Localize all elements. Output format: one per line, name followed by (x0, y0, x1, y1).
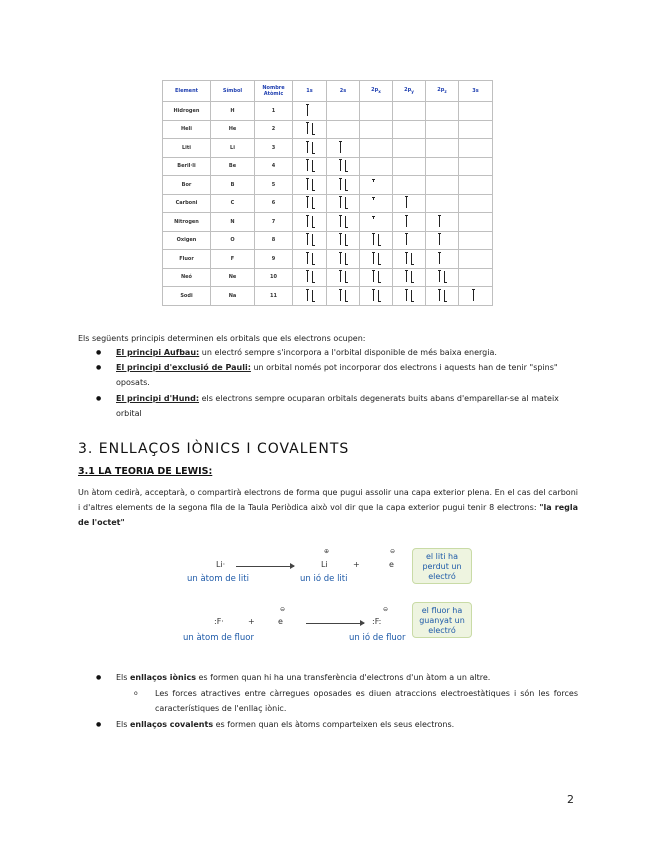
orbital-cell (426, 268, 459, 287)
orbital-cell (293, 176, 327, 195)
negative-charge: ⊖ (383, 606, 389, 613)
cell-symbol: O (211, 231, 255, 250)
spin-up-arrow-icon (340, 142, 341, 153)
spin-down-arrow-icon (345, 253, 346, 264)
octet-rule: "la regla de l'octet" (78, 503, 578, 527)
table-row (163, 102, 493, 121)
spin-down-arrow-icon (411, 271, 412, 282)
electron-arrows-icon (435, 269, 449, 283)
arrow (236, 566, 294, 567)
orbital-cell (327, 120, 360, 139)
spin-up-arrow-icon (340, 216, 341, 227)
orbital-cell (293, 157, 327, 176)
cell-element: Liti (163, 139, 211, 158)
caption-lithium-ion: un ió de liti (300, 574, 348, 584)
covalent-bond-term: enllaços covalents (130, 720, 214, 729)
orbital-cell (327, 287, 360, 306)
list-item: o Les forces atractives entre càrregues oposades es diuen atraccions electroestàtiques i són les forces característiques de l'enllaç iònic. (131, 686, 578, 716)
orbital-cell (393, 250, 426, 269)
plus-sign: + (248, 617, 255, 626)
spin-up-arrow-icon (373, 271, 374, 282)
spin-up-arrow-icon (307, 160, 308, 171)
bonds-list (78, 670, 578, 685)
spin-down-arrow-icon (378, 271, 379, 282)
electron-arrows-icon (469, 288, 483, 302)
negative-charge: ⊖ (280, 606, 286, 613)
electron-arrows-icon (303, 158, 317, 172)
orbital-cell (360, 250, 393, 269)
spin-down-arrow-icon (312, 160, 313, 171)
fluoride-ion: :F: (372, 617, 382, 626)
cell-atomic-number: 9 (255, 250, 293, 269)
spin-up-arrow-icon (340, 253, 341, 264)
spin-down-arrow-icon (411, 253, 412, 264)
spin-down-arrow-icon (378, 253, 379, 264)
ionic-sub-list (131, 686, 578, 716)
electron-arrows-icon (369, 269, 383, 283)
spin-down-arrow-icon (312, 216, 313, 227)
orbital-cell (459, 213, 493, 232)
electron: e (278, 617, 283, 626)
header-2py: $2p_y$ (393, 81, 426, 102)
table-row (163, 287, 493, 306)
caption-lithium-atom: un àtom de liti (187, 574, 249, 584)
electron-arrows-icon (303, 232, 317, 246)
cell-symbol: N (211, 213, 255, 232)
spin-down-arrow-icon (345, 160, 346, 171)
electron-arrows-icon (303, 251, 317, 265)
orbital-cell (393, 287, 426, 306)
table-row (163, 194, 493, 213)
header-symbol: Símbol (211, 81, 255, 102)
spin-down-arrow-icon (345, 216, 346, 227)
electron-arrows-icon (369, 251, 383, 265)
orbital-cell (426, 213, 459, 232)
section-title: 3. ENLLAÇOS IÒNICS I COVALENTS (78, 441, 350, 457)
orbital-cell (327, 213, 360, 232)
electron: e (389, 560, 394, 569)
note-lithium-lost-electron: el liti ha perdut un electró (412, 548, 472, 584)
table-row (163, 120, 493, 139)
orbital-cell (293, 139, 327, 158)
note-fluorine-gained-electron: el fluor ha guanyat un electró (412, 602, 472, 638)
table-row (163, 139, 493, 158)
spin-down-arrow-icon (444, 271, 445, 282)
header-2s: 2s (327, 81, 360, 102)
spin-up-arrow-icon (439, 271, 440, 282)
spin-down-arrow-icon (312, 123, 313, 134)
orbital-cell (327, 157, 360, 176)
electron-arrows-icon (336, 269, 350, 283)
cell-element: Oxigen (163, 231, 211, 250)
orbital-cell (426, 102, 459, 121)
cell-atomic-number: 6 (255, 194, 293, 213)
header-2pz: $2p_z$ (426, 81, 459, 102)
orbital-cell (459, 120, 493, 139)
spin-up-arrow-icon (406, 271, 407, 282)
spin-up-arrow-icon (307, 234, 308, 245)
electron-arrows-icon (369, 177, 383, 191)
electron-arrows-icon (402, 251, 416, 265)
electron-arrows-icon (303, 288, 317, 302)
electron-arrows-icon (303, 214, 317, 228)
spin-up-arrow-icon (307, 179, 308, 190)
list-item: ● El principi d'Hund: els electrons sempre ocuparan orbitals degenerats buits abans d'emparellar-se al mateix orbital (78, 391, 568, 421)
spin-up-arrow-icon (307, 216, 308, 227)
electron-arrows-icon (435, 214, 449, 228)
ionic-bond-term: enllaços iònics (130, 673, 196, 682)
cell-element: Heli (163, 120, 211, 139)
table-row (163, 157, 493, 176)
orbital-table (162, 80, 493, 306)
electron-arrows-icon (336, 214, 350, 228)
spin-up-arrow-icon (340, 197, 341, 208)
spin-up-arrow-icon (406, 234, 407, 245)
spin-up-arrow-icon (406, 197, 407, 208)
table-row (163, 268, 493, 287)
electron-arrows-icon (402, 195, 416, 209)
spin-up-arrow-icon (373, 180, 374, 182)
spin-up-arrow-icon (406, 253, 407, 264)
list-item: ● El principi Aufbau: un electró sempre s'incorpora a l'orbital disponible de més baixa energia. (78, 345, 568, 360)
orbital-cell (293, 102, 327, 121)
spin-up-arrow-icon (439, 216, 440, 227)
electron-arrows-icon (402, 288, 416, 302)
orbital-cell (426, 120, 459, 139)
orbital-cell (293, 250, 327, 269)
orbital-cell (360, 213, 393, 232)
orbital-cell (327, 231, 360, 250)
electron-arrows-icon (303, 140, 317, 154)
orbital-cell (360, 231, 393, 250)
electron-arrows-icon (369, 288, 383, 302)
cell-symbol: Na (211, 287, 255, 306)
header-2px: $2p_x$ (360, 81, 393, 102)
cell-atomic-number: 1 (255, 102, 293, 121)
cell-atomic-number: 3 (255, 139, 293, 158)
spin-down-arrow-icon (444, 290, 445, 301)
orbital-cell (459, 250, 493, 269)
cell-symbol: F (211, 250, 255, 269)
orbital-cell (393, 213, 426, 232)
arrow (306, 623, 364, 624)
cell-symbol: B (211, 176, 255, 195)
page-number: 2 (567, 793, 574, 806)
electron-arrows-icon (402, 214, 416, 228)
fluorine-atom: :F· (214, 617, 224, 626)
cell-element: Carboni (163, 194, 211, 213)
spin-down-arrow-icon (378, 234, 379, 245)
electron-arrows-icon (435, 288, 449, 302)
plus-sign: + (353, 560, 360, 569)
spin-down-arrow-icon (345, 179, 346, 190)
orbital-cell (426, 176, 459, 195)
electron-arrows-icon (303, 177, 317, 191)
cell-element: Hidrogen (163, 102, 211, 121)
orbital-cell (360, 139, 393, 158)
spin-up-arrow-icon (406, 290, 407, 301)
cell-atomic-number: 11 (255, 287, 293, 306)
orbital-cell (459, 102, 493, 121)
spin-down-arrow-icon (312, 271, 313, 282)
orbital-cell (426, 139, 459, 158)
orbital-cell (327, 102, 360, 121)
covalent-list (78, 717, 578, 732)
spin-up-arrow-icon (373, 198, 374, 200)
electron-arrows-icon (336, 140, 350, 154)
cell-atomic-number: 10 (255, 268, 293, 287)
spin-down-arrow-icon (345, 290, 346, 301)
list-item: ● Els enllaços iònics es formen quan hi ha una transferència d'electrons d'un àtom a un altre. (78, 670, 578, 685)
spin-down-arrow-icon (312, 290, 313, 301)
cell-element: Fluor (163, 250, 211, 269)
orbital-table-body (163, 102, 493, 306)
electron-arrows-icon (303, 195, 317, 209)
cell-atomic-number: 4 (255, 157, 293, 176)
spin-down-arrow-icon (312, 234, 313, 245)
spin-up-arrow-icon (373, 217, 374, 219)
spin-down-arrow-icon (345, 234, 346, 245)
spin-down-arrow-icon (411, 290, 412, 301)
negative-charge: ⊖ (390, 548, 396, 555)
orbital-cell (393, 120, 426, 139)
header-atomic-number: Nombre Atòmic (255, 81, 293, 102)
orbital-cell (426, 287, 459, 306)
spin-up-arrow-icon (340, 290, 341, 301)
orbital-cell (459, 268, 493, 287)
orbital-cell (327, 176, 360, 195)
electron-arrows-icon (303, 121, 317, 135)
orbital-cell (426, 250, 459, 269)
electron-arrows-icon (336, 251, 350, 265)
subsection-title: 3.1 LA TEORIA DE LEWIS: (78, 466, 213, 477)
cell-symbol: Be (211, 157, 255, 176)
orbital-cell (426, 231, 459, 250)
principles-intro: Els següents principis determinen els orbitals que els electrons ocupen: (78, 334, 366, 343)
spin-down-arrow-icon (345, 271, 346, 282)
list-item: ● El principi d'exclusió de Pauli: un orbital només pot incorporar dos electrons i aquests han de tenir "spins" oposats. (78, 360, 568, 390)
electron-arrows-icon (369, 195, 383, 209)
caption-fluoride-ion: un ió de fluor (349, 633, 406, 643)
orbital-cell (459, 194, 493, 213)
cell-atomic-number: 2 (255, 120, 293, 139)
spin-up-arrow-icon (340, 271, 341, 282)
orbital-cell (360, 102, 393, 121)
orbital-cell (393, 176, 426, 195)
orbital-cell (293, 120, 327, 139)
spin-up-arrow-icon (406, 216, 407, 227)
cell-element: Bor (163, 176, 211, 195)
orbital-cell (393, 102, 426, 121)
spin-up-arrow-icon (373, 253, 374, 264)
spin-up-arrow-icon (307, 197, 308, 208)
spin-up-arrow-icon (307, 123, 308, 134)
electron-arrows-icon (336, 288, 350, 302)
spin-up-arrow-icon (340, 179, 341, 190)
table-row (163, 213, 493, 232)
cell-element: Nitrogen (163, 213, 211, 232)
cell-symbol: C (211, 194, 255, 213)
orbital-cell (360, 120, 393, 139)
cell-atomic-number: 8 (255, 231, 293, 250)
orbital-cell (327, 250, 360, 269)
lewis-paragraph: Un àtom cedirà, acceptarà, o compartirà electrons de forma que pugui assolir una capa exterior plena. En el cas del carboni i d'altres elements de la segona fila de la Taula Periòdica això vol dir que la capa exterior pugui tenir 8 electrons: "la regla de l'octet" (78, 488, 578, 527)
electron-arrows-icon (303, 269, 317, 283)
orbital-cell (327, 268, 360, 287)
list-item: ● Els enllaços covalents es formen quan els àtoms comparteixen els seus electrons. (78, 717, 578, 732)
spin-up-arrow-icon (373, 234, 374, 245)
header-1s: 1s (293, 81, 327, 102)
spin-up-arrow-icon (340, 234, 341, 245)
spin-up-arrow-icon (307, 253, 308, 264)
spin-up-arrow-icon (439, 234, 440, 245)
orbital-cell (293, 194, 327, 213)
cell-element: Sodi (163, 287, 211, 306)
orbital-cell (426, 194, 459, 213)
electron-arrows-icon (435, 251, 449, 265)
orbital-cell (393, 194, 426, 213)
orbital-cell (459, 231, 493, 250)
electron-arrows-icon (402, 232, 416, 246)
orbital-cell (393, 139, 426, 158)
spin-up-arrow-icon (307, 290, 308, 301)
cell-symbol: He (211, 120, 255, 139)
cell-element: Beril·li (163, 157, 211, 176)
spin-up-arrow-icon (307, 271, 308, 282)
spin-down-arrow-icon (345, 197, 346, 208)
orbital-cell (293, 287, 327, 306)
header-element: Element (163, 81, 211, 102)
spin-up-arrow-icon (439, 253, 440, 264)
spin-up-arrow-icon (439, 290, 440, 301)
spin-up-arrow-icon (473, 290, 474, 301)
lithium-atom: Li· (216, 560, 226, 569)
orbital-cell (360, 176, 393, 195)
spin-down-arrow-icon (312, 179, 313, 190)
electron-arrows-icon (303, 103, 317, 117)
orbital-cell (459, 176, 493, 195)
table-row (163, 231, 493, 250)
electron-arrows-icon (336, 177, 350, 191)
spin-up-arrow-icon (373, 290, 374, 301)
table-row (163, 176, 493, 195)
table-row (163, 250, 493, 269)
caption-fluorine-atom: un àtom de fluor (183, 633, 254, 643)
orbital-cell (459, 139, 493, 158)
electron-arrows-icon (402, 269, 416, 283)
cell-element: Neó (163, 268, 211, 287)
table-header-row (163, 81, 493, 102)
electron-arrows-icon (336, 195, 350, 209)
positive-charge: ⊕ (324, 548, 330, 555)
electron-arrows-icon (369, 214, 383, 228)
spin-down-arrow-icon (378, 290, 379, 301)
orbital-cell (327, 194, 360, 213)
spin-up-arrow-icon (307, 142, 308, 153)
spin-up-arrow-icon (340, 160, 341, 171)
spin-down-arrow-icon (312, 142, 313, 153)
orbital-cell (293, 213, 327, 232)
orbital-cell (327, 139, 360, 158)
orbital-cell (360, 194, 393, 213)
principles-list (78, 345, 568, 421)
cell-symbol: Li (211, 139, 255, 158)
spin-down-arrow-icon (312, 197, 313, 208)
orbital-cell (360, 268, 393, 287)
cell-atomic-number: 7 (255, 213, 293, 232)
orbital-cell (360, 287, 393, 306)
header-3s: 3s (459, 81, 493, 102)
electron-arrows-icon (336, 232, 350, 246)
orbital-cell (393, 231, 426, 250)
orbital-cell (293, 231, 327, 250)
orbital-cell (360, 157, 393, 176)
orbital-cell (293, 268, 327, 287)
spin-down-arrow-icon (312, 253, 313, 264)
electron-arrows-icon (336, 158, 350, 172)
orbital-cell (459, 287, 493, 306)
orbital-cell (426, 157, 459, 176)
electron-arrows-icon (435, 232, 449, 246)
orbital-cell (393, 268, 426, 287)
cell-symbol: Ne (211, 268, 255, 287)
orbital-cell (393, 157, 426, 176)
lithium-ion: Li (321, 560, 328, 569)
spin-up-arrow-icon (307, 105, 308, 116)
cell-atomic-number: 5 (255, 176, 293, 195)
electron-arrows-icon (369, 232, 383, 246)
orbital-cell (459, 157, 493, 176)
cell-symbol: H (211, 102, 255, 121)
